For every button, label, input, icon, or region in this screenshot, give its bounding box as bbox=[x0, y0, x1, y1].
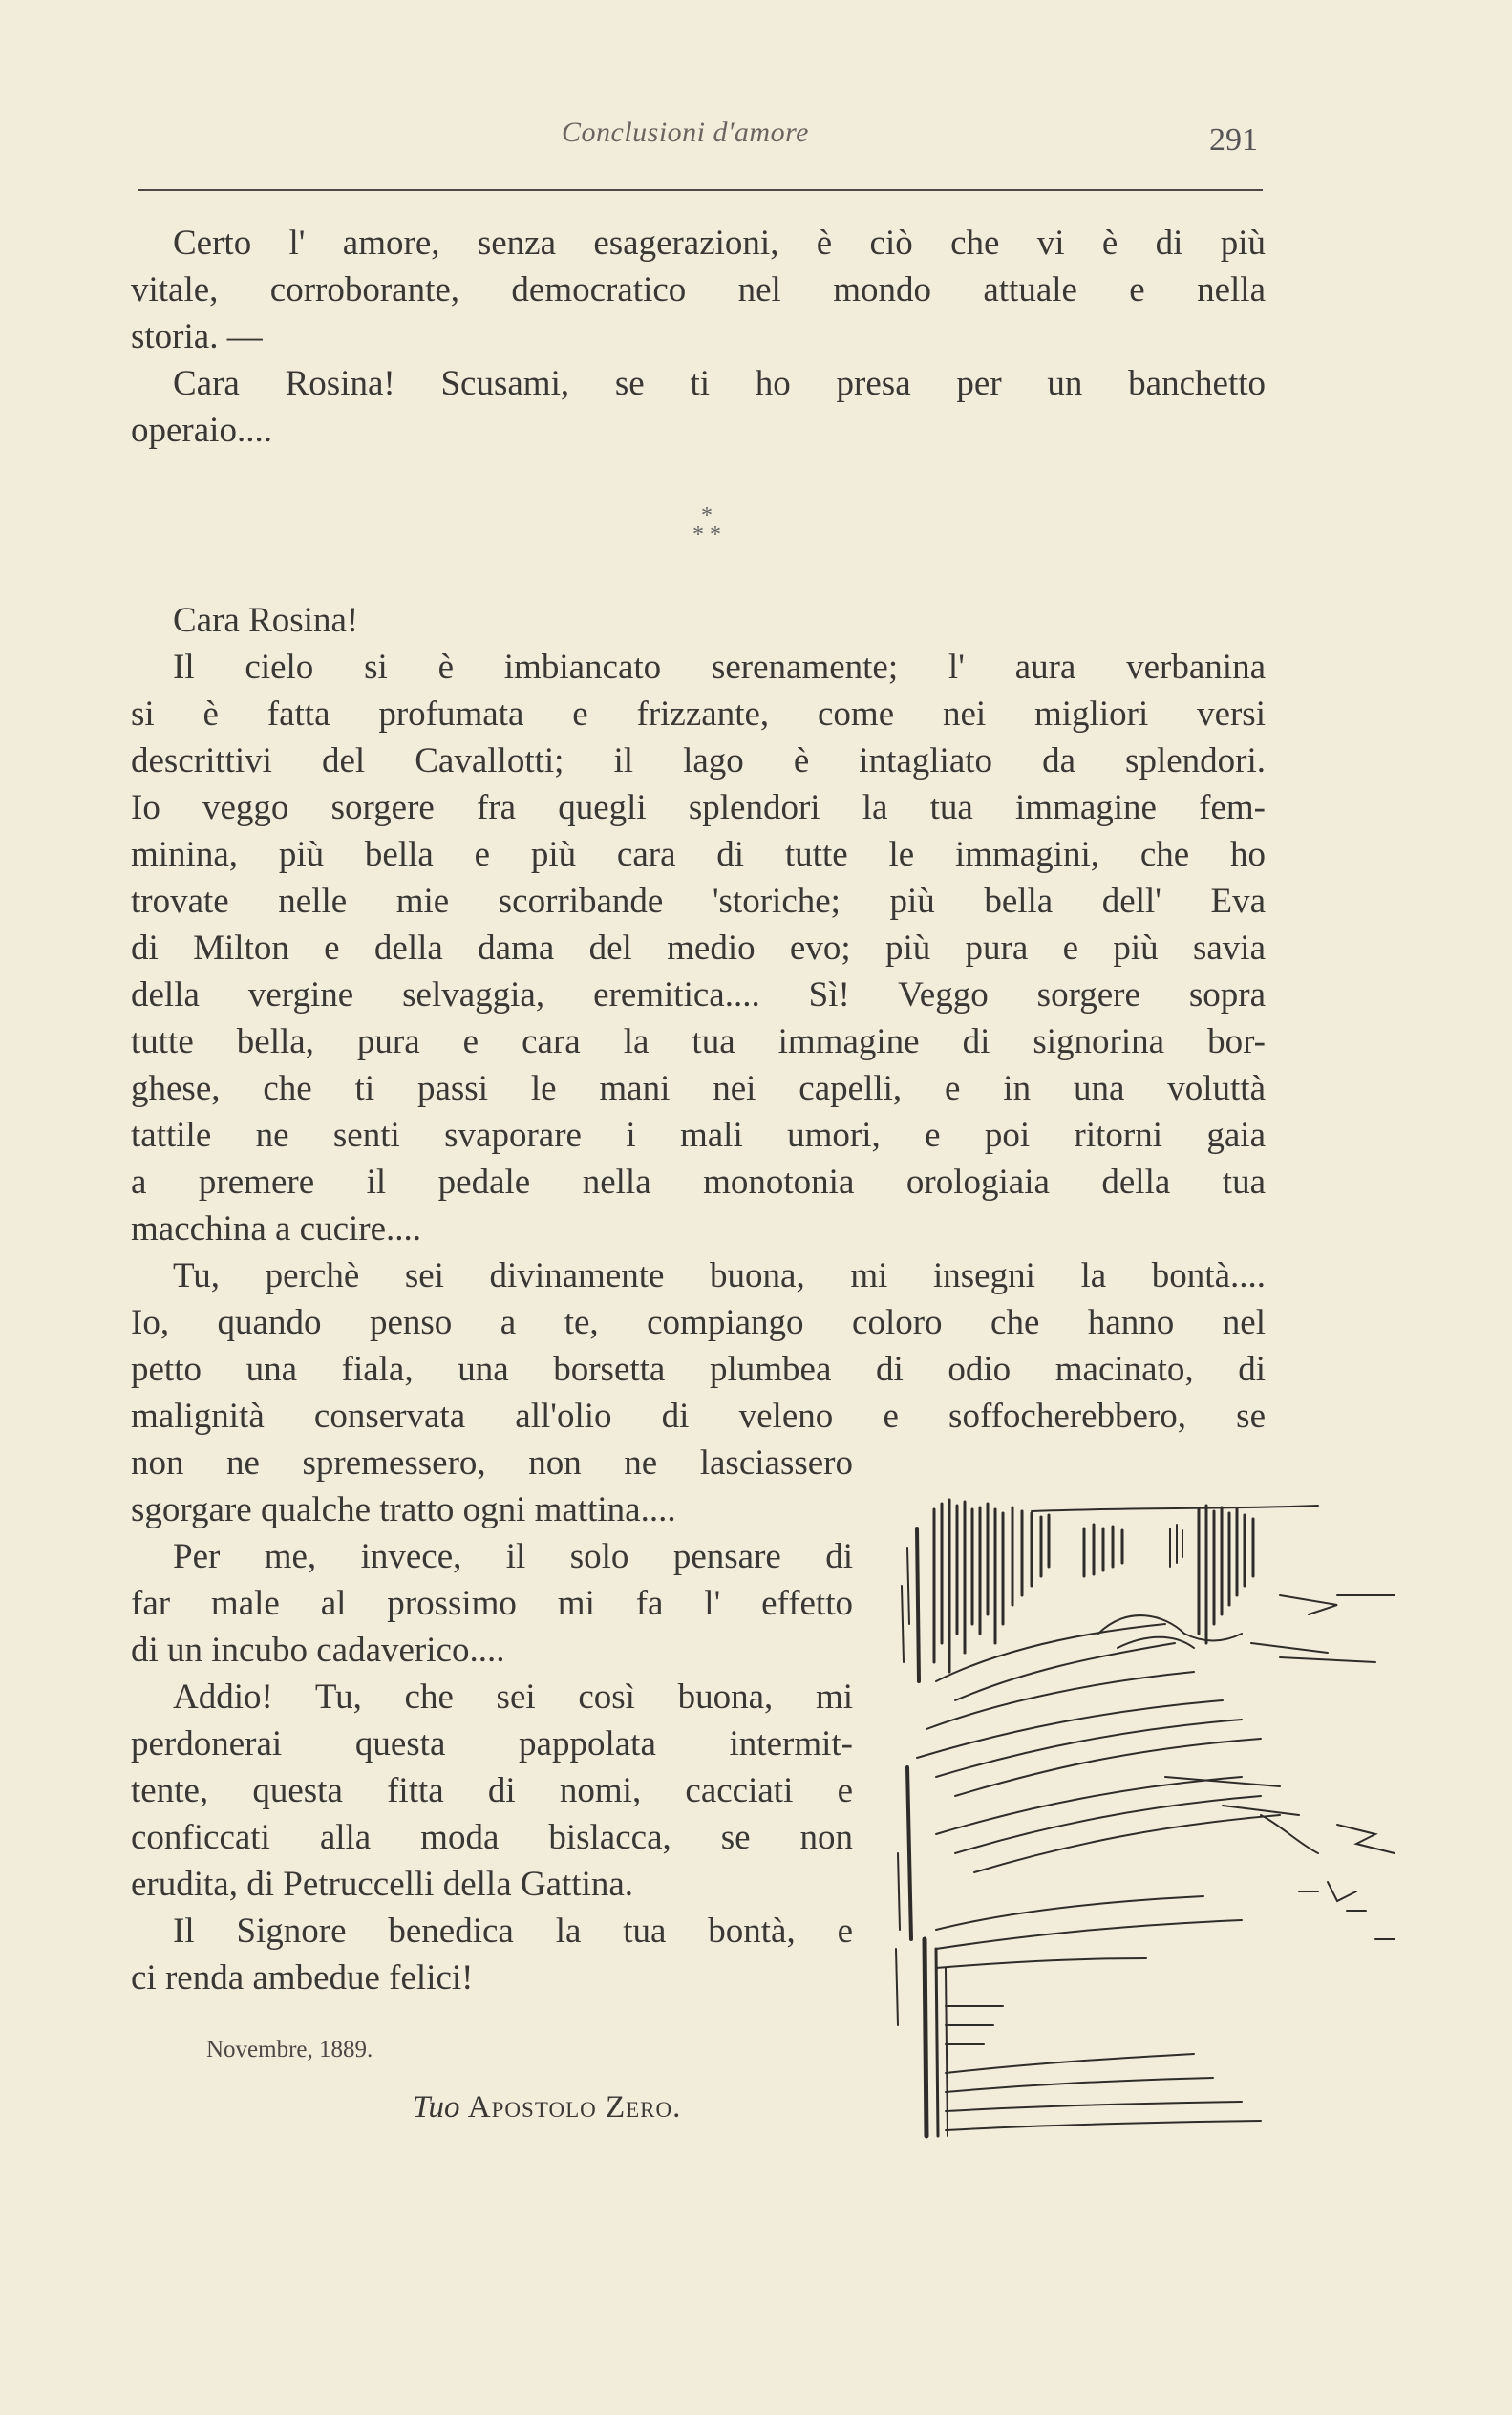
text-line: sgorgare qualche tratto ogni mattina.... bbox=[131, 1490, 676, 1529]
text-line: di Milton e della dama del medio evo; più pura e più savia bbox=[131, 929, 1266, 968]
text-line: Certo l' amore, senza esagerazioni, è ciò che vi è di più bbox=[173, 224, 1266, 263]
signature-name: Apostolo Zero. bbox=[467, 2090, 682, 2125]
text-line: malignità conservata all'olio di veleno e soffocherebbero, se bbox=[131, 1397, 1266, 1436]
asterism-bottom: * * bbox=[692, 523, 721, 547]
text-line: erudita, di Petruccelli della Gattina. bbox=[131, 1865, 634, 1904]
asterism-top: * bbox=[701, 503, 713, 528]
lakeshore-sketch-illustration bbox=[879, 1490, 1452, 2140]
text-line: Io, quando penso a te, compiango coloro che hanno nel bbox=[131, 1303, 1266, 1342]
text-line: far male al prossimo mi fa l' effetto bbox=[131, 1584, 853, 1623]
text-line: minina, più bella e più cara di tutte le immagini, che ho bbox=[131, 835, 1266, 874]
water-hatching bbox=[917, 1700, 1395, 1939]
text-line: a premere il pedale nella monotonia orologiaia della tua bbox=[131, 1163, 1266, 1202]
text-line: tente, questa fitta di nomi, cacciati e bbox=[131, 1771, 853, 1810]
text-line: trovate nelle mie scorribande 'storiche; più bella dell' Eva bbox=[131, 882, 1266, 921]
text-line: Tu, perchè sei divinamente buona, mi insegni la bontà.... bbox=[173, 1256, 1266, 1295]
text-line: tattile ne senti svaporare i mali umori, e poi ritorni gaia bbox=[131, 1116, 1266, 1155]
text-line: vitale, corroborante, democratico nel mondo attuale e nella bbox=[131, 270, 1266, 310]
text-line: Cara Rosina! Scusami, se ti ho presa per un banchetto bbox=[173, 364, 1266, 403]
letter-closing-column bbox=[131, 1440, 853, 2001]
text-line: si è fatta profumata e frizzante, come nei migliori versi bbox=[131, 695, 1266, 734]
text-line: petto una fiala, una borsetta plumbea di odio macinato, di bbox=[131, 1350, 1266, 1389]
text-line: ci renda ambedue felici! bbox=[131, 1958, 474, 1998]
lower-shore bbox=[936, 1896, 1261, 2130]
text-line: Addio! Tu, che sei così buona, mi bbox=[173, 1678, 853, 1717]
text-line: macchina a cucire.... bbox=[131, 1209, 422, 1249]
text-line: conficcati alla moda bislacca, se non bbox=[131, 1818, 853, 1857]
reeds-cluster bbox=[934, 1500, 1253, 1672]
text-line: storia. — bbox=[131, 317, 263, 356]
text-line: Il cielo si è imbiancato serenamente; l' aura verbanina bbox=[173, 648, 1266, 687]
asterism-divider bbox=[669, 503, 745, 547]
running-header-title: Conclusioni d'amore bbox=[562, 117, 809, 148]
opening-paragraph bbox=[131, 220, 1266, 454]
letter-date: Novembre, 1889. bbox=[206, 2037, 373, 2062]
salutation: Cara Rosina! bbox=[173, 601, 359, 640]
text-line: non ne spremessero, non ne lasciassero bbox=[131, 1443, 853, 1483]
text-line: Io veggo sorgere fra quegli splendori la tua immagine fem- bbox=[131, 788, 1266, 827]
text-line: Per me, invece, il solo pensare di bbox=[173, 1537, 853, 1576]
text-line: di un incubo cadaverico.... bbox=[131, 1631, 505, 1670]
letter-body bbox=[131, 597, 1266, 1440]
signature-tuo: Tuo bbox=[413, 2090, 460, 2125]
text-line: ghese, che ti passi le mani nei capelli, e in una voluttà bbox=[131, 1069, 1266, 1108]
signature bbox=[413, 2090, 681, 2126]
header-rule bbox=[138, 189, 1263, 191]
text-line: della vergine selvaggia, eremitica.... Sì! Veggo sorgere sopra bbox=[131, 975, 1266, 1015]
text-line: tutte bella, pura e cara la tua immagine di signorina bor- bbox=[131, 1022, 1266, 1061]
text-line: operaio.... bbox=[131, 411, 272, 450]
text-line: perdonerai questa pappolata intermit- bbox=[131, 1724, 853, 1763]
page-number: 291 bbox=[1209, 122, 1258, 158]
text-line: Il Signore benedica la tua bontà, e bbox=[173, 1912, 853, 1951]
text-line: descrittivi del Cavallotti; il lago è intagliato da splendori. bbox=[131, 741, 1266, 780]
